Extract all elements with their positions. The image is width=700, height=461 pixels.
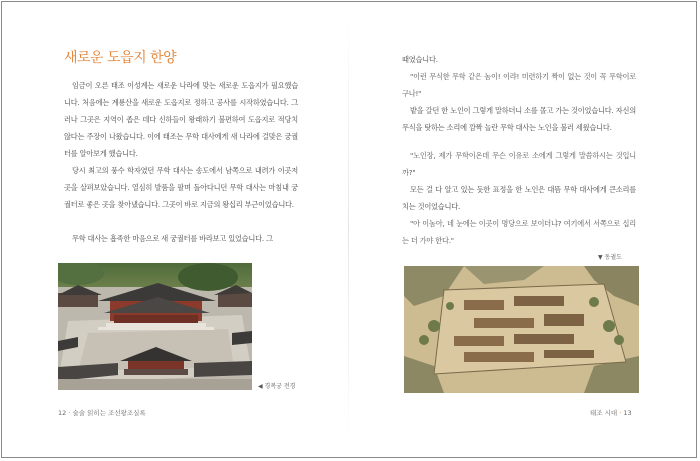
left-paragraph-1: 임금이 오른 태조 이성계는 새로운 나라에 맞는 새로운 도읍지가 필요했습니다. 처음에는 계룡산을 새로운 도읍지로 정하고 공사를 시작하였습니다. 그러나 그곳은 지역이 좁은 데다 신하들이 왕래하기 불편하여 도읍지로 적당치 않다는 주장이 나왔습니다. 이에 태조는 무학 대사에게 새 나라에 걸맞은 궁궐터를 알아보게 했습니다. xyxy=(64,81,298,158)
right-paragraph-1: 때였습니다. xyxy=(402,55,438,64)
donggwoldo-map-image xyxy=(404,266,639,393)
map-caption: ▼ 동궐도 xyxy=(598,254,622,261)
chapter-footer: 태조 시대 xyxy=(590,409,618,417)
left-footer xyxy=(58,408,146,417)
page-number-right: 13 xyxy=(623,409,632,417)
page-number-left: 12 xyxy=(58,409,67,417)
left-paragraph-2: 당시 최고의 풍수 학자였던 무학 대사는 송도에서 남쪽으로 내려가 이곳저곳을 살펴보았습니다. 열심히 발품을 팔며 돌아다니던 무학 대사는 마침내 궁궐터로 좋은 곳을 찾아냈습니다. 그곳이 바로 지금의 왕십리 부근이었습니다. xyxy=(64,166,298,209)
book-title-footer: 술술 읽히는 조선왕조실록 xyxy=(72,409,146,417)
right-quote-1: "이런 무식한 무학 같은 놈이! 이랴! 미련하기 짝이 없는 것이 꼭 무학이로구나!" xyxy=(402,72,636,98)
right-footer xyxy=(590,408,632,417)
chapter-title: 새로운 도읍지 한양 xyxy=(64,50,177,66)
right-paragraph-3: 모든 걸 다 알고 있는 듯한 표정을 한 노인은 대뜸 무학 대사에게 큰소리를 치는 것이었습니다. xyxy=(402,185,636,211)
footer-dot-right: · xyxy=(619,409,622,417)
book-spine xyxy=(348,10,349,450)
photo-caption: ◀ 경복궁 전경 xyxy=(258,383,296,390)
gyeongbokgung-photo xyxy=(58,263,252,390)
right-quote-2: "노인장, 제가 무학이온데 무슨 이유로 소에게 그렇게 말씀하시는 것입니까?" xyxy=(402,151,636,177)
right-paragraph-2: 밭을 갈던 한 노인이 그렇게 말하더니 소를 몰고 가는 것이었습니다. 자신의 무식을 탓하는 소리에 깜짝 놀란 무학 대사는 노인을 불러 세웠습니다. xyxy=(402,106,636,132)
footer-dot-left: · xyxy=(68,409,71,417)
left-paragraph-3: 무학 대사는 흡족한 마음으로 새 궁궐터를 바라보고 있었습니다. 그 xyxy=(72,234,273,243)
right-quote-3: "아 이놈아, 네 눈에는 이곳이 명당으로 보이더냐? 여기에서 서쪽으로 십리는 더 가야 한다." xyxy=(402,219,636,245)
